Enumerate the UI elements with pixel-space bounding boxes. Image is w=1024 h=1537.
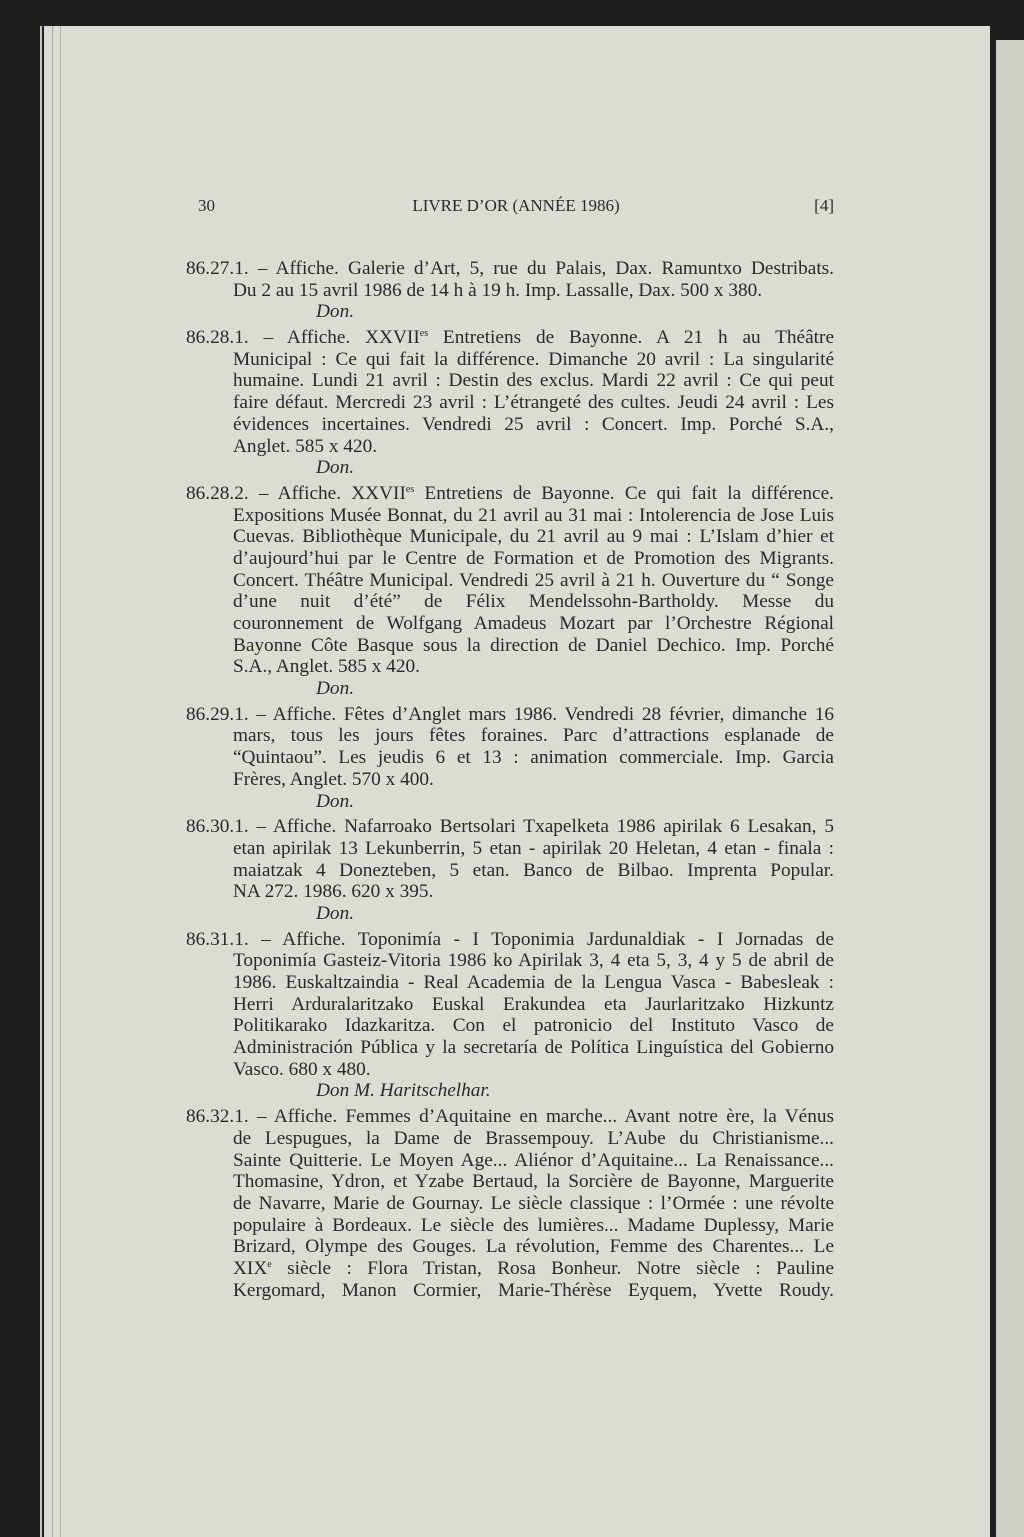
line-text: Frères, Anglet. 570 x 400.	[233, 768, 434, 790]
entry-line	[233, 526, 834, 548]
line-text: 86.32.1. – Affiche. Femmes d’Aquitaine en marche... Avant notre ère, la Vénus	[186, 1106, 834, 1128]
catalogue-entry	[186, 1106, 834, 1301]
catalogue-entry	[186, 816, 834, 924]
line-text: Toponimía Gasteiz-Vitoria 1986 ko Apirilak 3, 4 eta 5, 3, 4 y 5 de abril de	[233, 950, 834, 972]
line-text: 86.29.1. – Affiche. Fêtes d’Anglet mars 1986. Vendredi 28 février, dimanche 16	[186, 703, 834, 725]
entry-line	[233, 1171, 834, 1193]
line-text: d’aujourd’hui par le Centre de Formation et de Promotion des Migrants.	[233, 547, 834, 569]
line-text: Cuevas. Bibliothèque Municipale, du 21 avril au 9 mai : L’Islam d’hier et	[233, 526, 834, 548]
superscript: e	[267, 1258, 272, 1270]
entry-line	[233, 392, 834, 414]
entry-first-line	[186, 258, 834, 280]
entry-line	[233, 548, 834, 570]
donor-note: Don.	[316, 301, 355, 323]
catalogue-entry	[186, 327, 834, 479]
entry-line	[233, 1015, 834, 1037]
line-text: de Navarre, Marie de Gournay. Le siècle classique : l’Ormée : une révolte	[233, 1192, 834, 1214]
entry-line	[233, 436, 834, 458]
line-text: NA 272. 1986. 620 x 395.	[233, 881, 434, 903]
line-text: siècle : Flora Tristan, Rosa Bonheur. Notre siècle : Pauline	[271, 1257, 834, 1279]
line-text: Entretiens de Bayonne. Ce qui fait la différence.	[414, 482, 834, 504]
line-text: humaine. Lundi 21 avril : Destin des exclus. Mardi 22 avril : Ce qui peut	[233, 370, 834, 392]
entry-line	[233, 994, 834, 1016]
line-text: Sainte Quitterie. Le Moyen Age... Aliénor d’Aquitaine... La Renaissance...	[233, 1149, 834, 1171]
entry-line	[233, 747, 834, 769]
entry-line	[233, 860, 834, 882]
line-text: 86.27.1. – Affiche. Galerie d’Art, 5, rue du Palais, Dax. Ramuntxo Destribats.	[186, 258, 834, 279]
entry-line	[233, 635, 834, 657]
line-text: Brizard, Olympe des Gouges. La révolution, Femme des Charentes... Le	[233, 1236, 834, 1258]
line-text: 86.31.1. – Affiche. Toponimía - I Toponimia Jardunaldiak - I Jornadas de	[186, 928, 834, 950]
entry-line	[233, 950, 834, 972]
line-text: Thomasine, Ydron, et Yzabe Bertaud, la Sorcière de Bayonne, Marguerite	[233, 1171, 834, 1193]
catalogue-entry	[186, 704, 834, 812]
line-text: de Lespugues, la Dame de Brassempouy. L’Aube du Christianisme...	[233, 1127, 834, 1149]
entry-line	[233, 370, 834, 392]
page-edge	[52, 26, 53, 1537]
line-text: Herri Arduralaritzako Euskal Erakundea eta Jaurlaritzako Hizkuntz	[233, 993, 834, 1015]
line-text: Municipal : Ce qui fait la différence. Dimanche 20 avril : La singularité	[233, 348, 834, 370]
catalogue-entry	[186, 483, 834, 700]
line-text: Kergomard, Manon Cormier, Marie-Thérèse Eyquem, Yvette Roudy.	[233, 1279, 834, 1301]
line-text: 86.30.1. – Affiche. Nafarroako Bertsolari Txapelketa 1986 apirilak 6 Lesakan, 5	[186, 816, 834, 838]
entry-line	[233, 1215, 834, 1237]
line-text: faire défaut. Mercredi 23 avril : L’étrangeté des cultes. Jeudi 24 avril : Les	[233, 392, 834, 414]
line-text: Administración Pública y la secretaría de Política Linguística del Gobierno	[233, 1037, 834, 1059]
superscript: es	[419, 328, 429, 340]
line-text: couronnement de Wolfgang Amadeus Mozart par l’Orchestre Régional	[233, 613, 834, 634]
entry-first-line	[186, 327, 834, 349]
catalogue-entries	[186, 258, 834, 1305]
entry-line	[233, 1258, 834, 1280]
line-text: etan apirilak 13 Lekunberrin, 5 etan - apirilak 20 Heletan, 4 etan - finala :	[233, 837, 834, 859]
entry-first-line	[186, 1106, 834, 1128]
entry-line	[233, 613, 834, 635]
donor-note: Don.	[316, 790, 355, 812]
line-text: Vasco. 680 x 480.	[233, 1058, 371, 1080]
line-text: maiatzak 4 Donezteben, 5 etan. Banco de Bilbao. Imprenta Popular.	[233, 859, 834, 881]
entry-line	[233, 1059, 834, 1081]
entry-first-line	[186, 704, 834, 726]
entry-line	[233, 591, 834, 613]
entry-line	[233, 838, 834, 860]
line-text: populaire à Bordeaux. Le siècle des lumières... Madame Duplessy, Marie	[233, 1214, 834, 1236]
entry-line	[233, 1236, 834, 1258]
entry-line	[233, 570, 834, 592]
donor-note: Don M. Haritschelhar.	[316, 1080, 491, 1102]
line-text: Anglet. 585 x 420.	[233, 435, 378, 457]
line-text: d’une nuit d’été” de Félix Mendelssohn-Bartholdy. Messe du	[233, 591, 834, 613]
entry-line	[233, 881, 834, 903]
line-text: Politikarako Idazkaritza. Con el patronicio del Instituto Vasco de	[233, 1015, 834, 1037]
entry-line	[233, 349, 834, 371]
entry-line	[233, 280, 834, 302]
line-text: Bayonne Côte Basque sous la direction de Daniel Dechico. Imp. Porché	[233, 634, 834, 656]
entry-first-line	[186, 929, 834, 951]
running-header	[198, 196, 834, 220]
superscript: es	[405, 483, 415, 495]
entry-line	[233, 414, 834, 436]
line-text: XIX	[233, 1257, 268, 1279]
line-text: 1986. Euskaltzaindia - Real Academia de la Lengua Vasca - Babesleak :	[233, 972, 834, 993]
facing-page-edge	[996, 40, 1024, 1537]
donor-note: Don.	[316, 902, 355, 924]
entry-line	[233, 1037, 834, 1059]
entry-line	[233, 725, 834, 747]
catalogue-entry	[186, 258, 834, 323]
entry-line	[233, 1193, 834, 1215]
page-number: 30	[198, 196, 215, 215]
line-text: Du 2 au 15 avril 1986 de 14 h à 19 h. Imp. Lassalle, Dax. 500 x 380.	[233, 279, 763, 301]
entry-line	[233, 1280, 834, 1302]
line-text: évidences incertaines. Vendredi 25 avril : Concert. Imp. Porché S.A.,	[233, 413, 834, 435]
line-text: 86.28.2. – Affiche. XXVII	[186, 482, 406, 504]
entry-line	[233, 1128, 834, 1150]
entry-line	[233, 769, 834, 791]
entry-first-line	[186, 816, 834, 838]
entry-line	[233, 1150, 834, 1172]
line-text: Concert. Théâtre Municipal. Vendredi 25 avril à 21 h. Ouverture du “ Songe	[233, 569, 834, 591]
page-edge	[60, 26, 61, 1537]
line-text: S.A., Anglet. 585 x 420.	[233, 656, 420, 678]
signature-mark: [4]	[814, 196, 834, 215]
entry-line	[233, 656, 834, 678]
line-text: Entretiens de Bayonne. A 21 h au Théâtre	[428, 327, 835, 349]
entry-line	[233, 505, 834, 527]
line-text: 86.28.1. – Affiche. XXVII	[186, 327, 420, 349]
page-edge	[40, 26, 42, 1537]
line-text: “Quintaou”. Les jeudis 6 et 13 : animation commerciale. Imp. Garcia	[233, 747, 834, 769]
line-text: mars, tous les jours fêtes foraines. Parc d’attractions esplanade de	[233, 725, 834, 747]
catalogue-entry	[186, 929, 834, 1103]
donor-note: Don.	[316, 457, 355, 479]
entry-line	[233, 972, 834, 994]
donor-note: Don.	[316, 678, 355, 700]
running-title: LIVRE D’OR (ANNÉE 1986)	[412, 196, 620, 215]
line-text: Expositions Musée Bonnat, du 21 avril au 31 mai : Intolerencia de Jose Luis	[233, 504, 834, 526]
entry-first-line	[186, 483, 834, 505]
